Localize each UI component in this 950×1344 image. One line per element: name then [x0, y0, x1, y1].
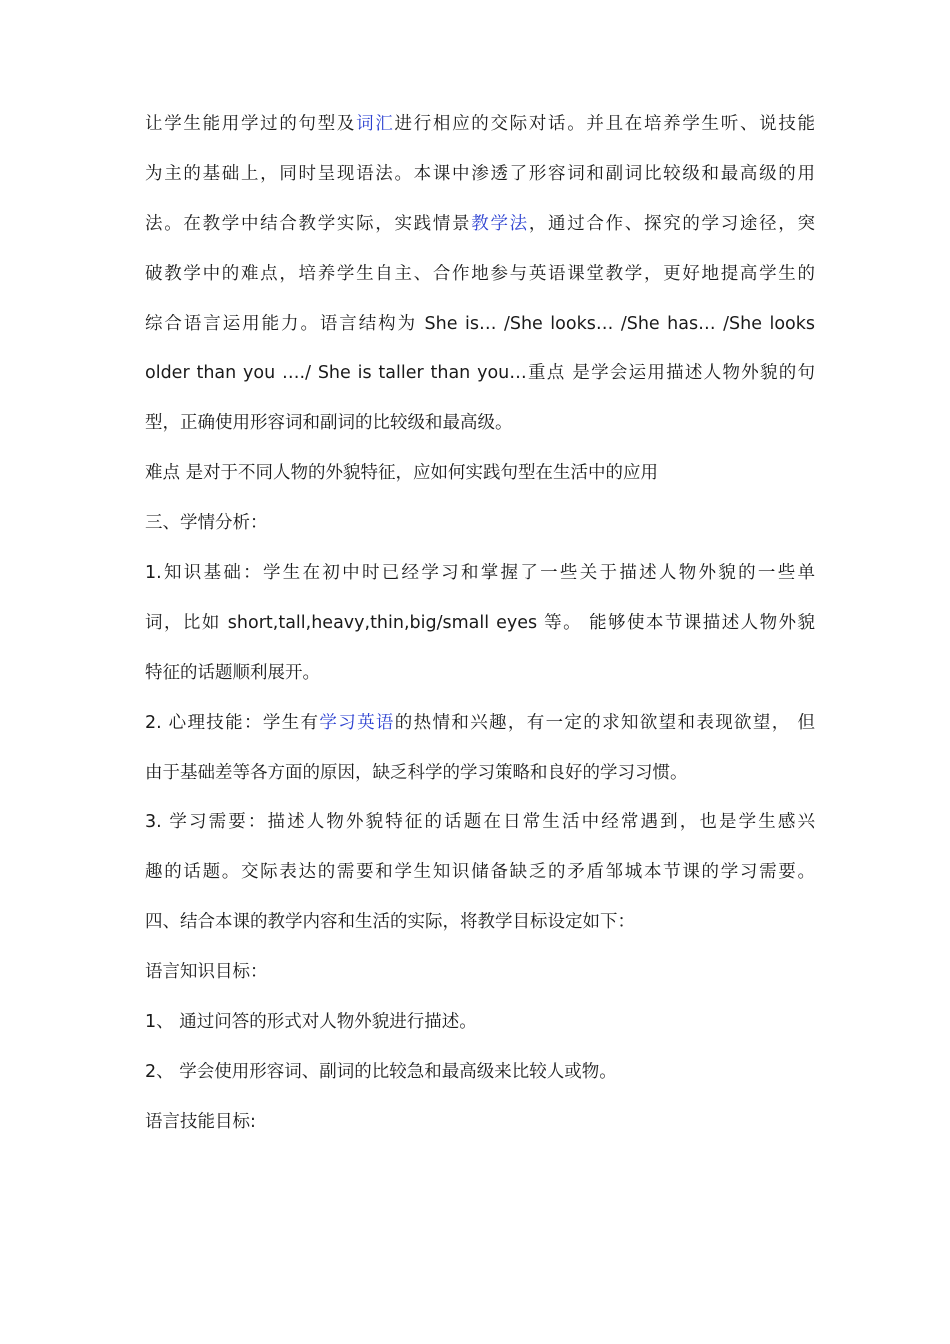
text-line — [145, 499, 815, 549]
text-line — [145, 948, 815, 998]
text-line — [145, 599, 815, 649]
text-line — [145, 549, 815, 599]
text-segment: 1.知识基础：学生在初中时已经学习和掌握了一些关于描述人物外貌的一些单 — [145, 563, 815, 584]
text-segment: older than you …./ She is taller than you…重点 是学会运用描述人物外貌的句 — [145, 363, 815, 384]
text-line — [145, 300, 815, 350]
text-segment: 语言知识目标： — [145, 962, 268, 983]
text-line — [145, 798, 815, 848]
text-segment: 型，正确使用形容词和副词的比较级和最高级。 — [145, 413, 513, 434]
hyperlink[interactable]: 学习英语 — [319, 712, 395, 733]
text-segment: 由于基础差等各方面的原因，缺乏科学的学习策略和良好的学习习惯。 — [145, 762, 688, 783]
hyperlink[interactable]: 教学法 — [471, 213, 529, 234]
text-line — [145, 1098, 815, 1148]
text-segment: ，通过合作、探究的学习途径，突 — [528, 213, 815, 234]
text-segment: 破教学中的难点，培养学生自主、合作地参与英语课堂教学，更好地提高学生的 — [145, 263, 815, 284]
text-segment: 法。在教学中结合教学实际，实践情景 — [145, 213, 472, 234]
text-segment: 综合语言运用能力。语言结构为 She is… /She looks… /She has… /She looks — [145, 313, 815, 334]
text-line — [145, 749, 815, 799]
text-segment: 难点 是对于不同人物的外貌特征，应如何实践句型在生活中的应用 — [145, 463, 659, 484]
text-segment: 词，比如 short,tall,heavy,thin,big/small eyes 等。 能够使本节课描述人物外貌 — [145, 612, 815, 633]
text-line — [145, 150, 815, 200]
text-segment: 2. 心理技能：学生有 — [145, 712, 320, 733]
text-line — [145, 649, 815, 699]
text-segment: 2、 学会使用形容词、副词的比较急和最高级来比较人或物。 — [145, 1061, 617, 1082]
text-segment: 让学生能用学过的句型及 — [145, 114, 357, 134]
hyperlink[interactable]: 词汇 — [356, 114, 395, 134]
text-segment: 的热情和兴趣，有一定的求知欲望和表现欲望， 但 — [394, 712, 815, 733]
text-line — [145, 100, 815, 150]
text-line — [145, 1048, 815, 1098]
text-segment: 趣的话题。交际表达的需要和学生知识储备缺乏的矛盾邹城本节课的学习需要。 — [145, 862, 815, 883]
text-line — [145, 848, 815, 898]
text-segment: 三、学情分析： — [145, 513, 268, 534]
text-line — [145, 250, 815, 300]
text-line — [145, 998, 815, 1048]
text-segment: 四、结合本课的教学内容和生活的实际，将教学目标设定如下： — [145, 912, 635, 933]
text-segment: 1、 通过问答的形式对人物外貌进行描述。 — [145, 1012, 477, 1033]
text-line — [145, 349, 815, 399]
text-segment: 3. 学习需要：描述人物外貌特征的话题在日常生活中经常遇到，也是学生感兴 — [145, 812, 815, 833]
text-segment: 为主的基础上，同时呈现语法。本课中渗透了形容词和副词比较级和最高级的用 — [145, 163, 815, 184]
text-line — [145, 898, 815, 948]
text-segment: 语言技能目标: — [145, 1111, 256, 1132]
text-line — [145, 399, 815, 449]
document-body — [145, 100, 815, 1148]
text-segment: 特征的话题顺利展开。 — [145, 662, 320, 683]
text-segment: 进行相应的交际对话。并且在培养学生听、说技能 — [394, 114, 815, 134]
text-line — [145, 699, 815, 749]
text-line — [145, 200, 815, 250]
text-line — [145, 449, 815, 499]
